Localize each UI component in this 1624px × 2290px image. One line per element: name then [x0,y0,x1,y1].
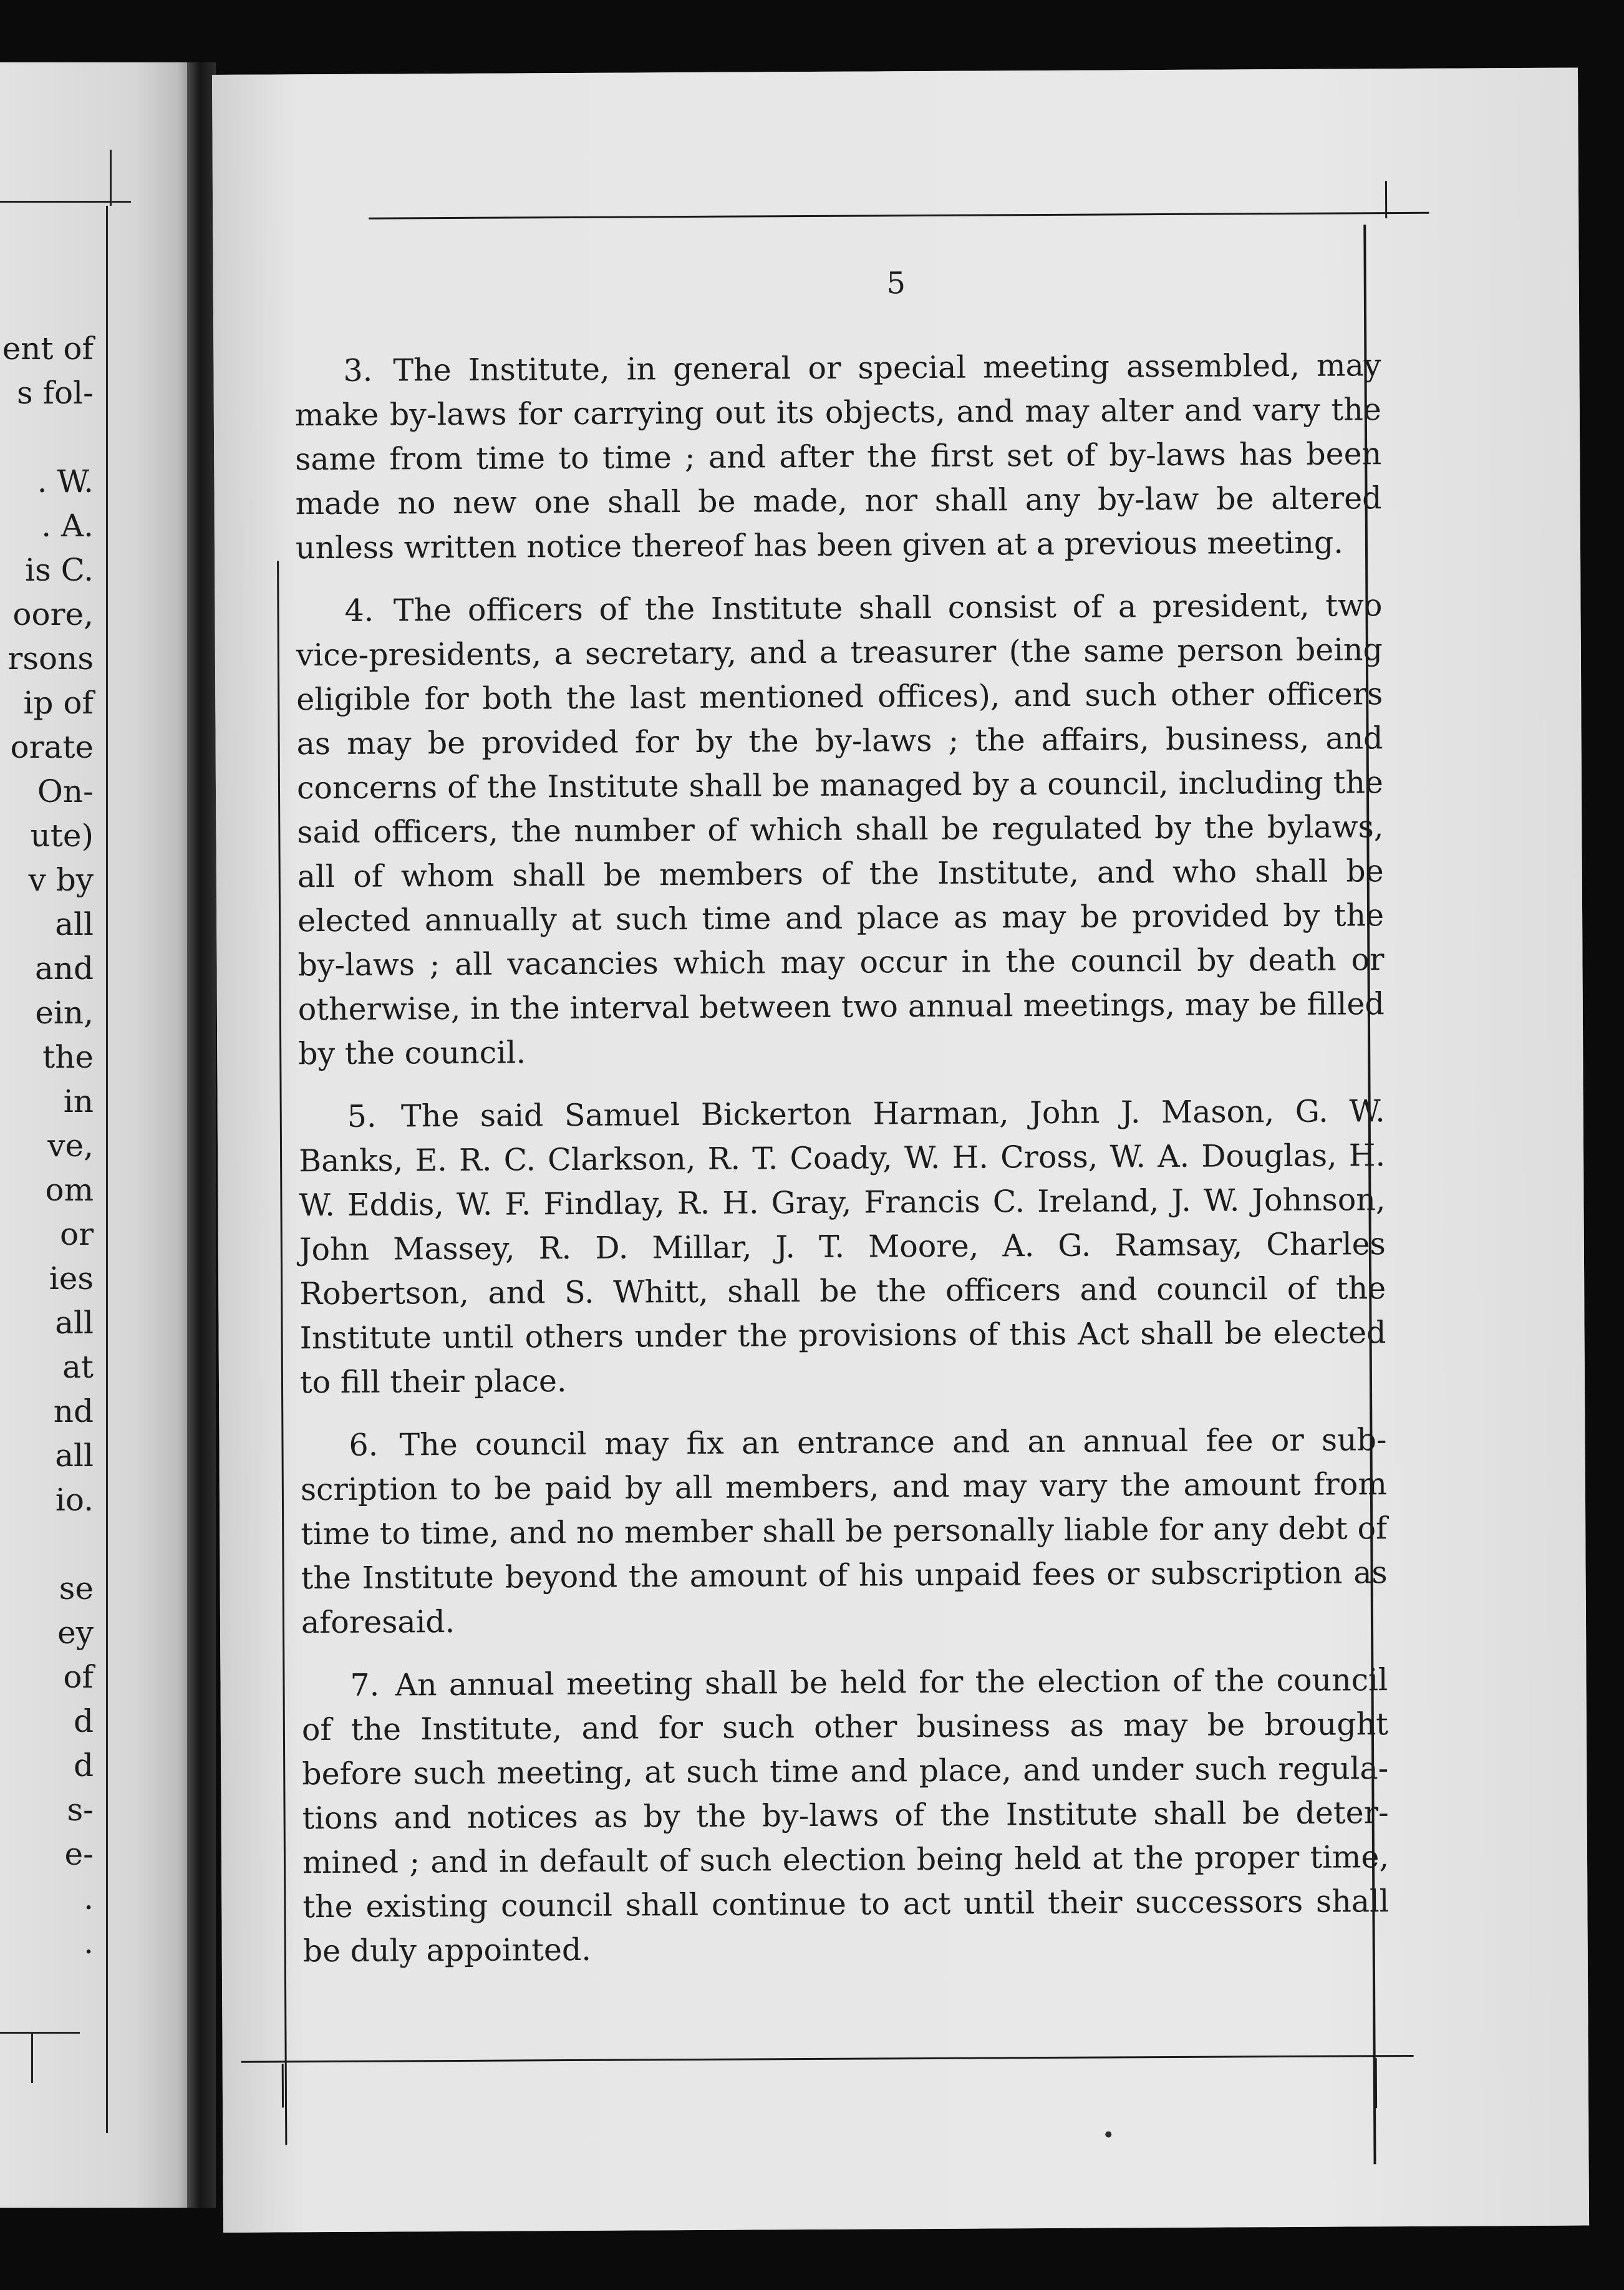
facing-page-fragment: . [84,1925,94,1961]
ink-speck [1105,2131,1111,2137]
facing-page-fragment: . A. [41,508,94,544]
section-3 [294,343,1382,570]
facing-page-fragment: ey [57,1615,94,1651]
section-number: 3. [343,352,373,389]
facing-page-fragment: or [59,1216,94,1252]
facing-page-fragment: nd [53,1393,94,1429]
facing-page-fragment: On- [37,773,94,809]
facing-page-fragment: at [62,1349,94,1385]
facing-page-fragment: io. [55,1482,94,1518]
bottom-right-tick [1375,2058,1377,2108]
section-number: 7. [350,1667,380,1703]
facing-page [0,62,193,2208]
section-5 [299,1089,1387,1404]
statute-text [294,343,1390,1992]
page [212,68,1589,2233]
facing-page-fragment: ies [49,1260,94,1297]
facing-page-text-fragments [0,327,94,1965]
facing-page-fragment: all [55,1305,94,1341]
facing-page-fragment: v by [28,862,94,898]
facing-page-fragment: ute) [30,818,94,854]
facing-page-fragment: the [42,1039,94,1075]
facing-page-fragment: ent of [2,331,94,367]
book-spine-shadow [187,62,216,2208]
facing-page-fragment: ein, [35,995,94,1031]
section-number: 4. [344,592,374,629]
bottom-rule [241,2055,1414,2063]
section-number: 5. [347,1098,377,1134]
facing-page-top-tick [110,150,112,206]
section-text: An annual meeting shall be held for the election of the council of the Institute, and for such other business as may be brought before such meeting, at such time and place, and under such regulations and notices as by the by-laws of the Institute shall be determined ; and in default of such election being held at the proper time, the existing council shall continue to act until their successors shall be duly appointed. [301,1662,1390,1969]
facing-page-bottom-rule [0,2032,80,2034]
section-text: The Institute, in general or special meeting assembled, may make by-laws for carrying out its objects, and may alter and vary the same from time to time ; and after the first set of by-laws has been made no new one shall be made, nor shall any by-law be altered unless written notice thereof has been given at a previous meeting. [294,347,1382,566]
facing-page-fragment: d [73,1703,94,1739]
facing-page-fragment: . W. [37,463,94,500]
facing-page-fragment: d [73,1747,94,1784]
facing-page-fragment: and [34,950,94,987]
page-number: 5 [886,266,906,301]
facing-page-fragment: se [59,1570,94,1606]
facing-page-fragment: e- [64,1836,94,1872]
facing-page-fragment: all [55,1437,94,1474]
facing-page-fragment: s fol- [16,375,94,411]
section-4 [296,583,1385,1076]
section-text: The said Samuel Bickerton Harman, John J. Mason, G. W. Banks, E. R. C. Clarkson, R. T. Coady, W. H. Cross, W. A. Douglas, H. W. Eddis, W. F. Findlay, R. H. Gray, Francis C. Ireland, J. W. Johnson, John Massey, R. D. Millar, J. T. Moore, A. G. Ramsay, Charles Robertson, and S. Whitt, shall be the officers and council of the Institute until others under the provisions of this Act shall be elected to fill their place. [298,1093,1386,1401]
bottom-left-tick [282,2064,284,2107]
facing-page-fragment: orate [10,729,94,765]
section-number: 6. [349,1427,379,1463]
facing-page-fragment: rsons [7,640,94,677]
facing-page-fragment: is C. [25,552,94,588]
facing-page-fragment: all [55,906,94,942]
top-right-tick [1385,181,1387,218]
facing-page-column-rule [106,206,108,2133]
section-text: The council may fix an entrance and an annual fee or subscription to be paid by all members, and may vary the amount from time to time, and no member shall be personally liable for any debt of the Institute beyond the amount of his unpaid fees or subscription as aforesaid. [300,1422,1388,1641]
section-text: The officers of the Institute shall consist of a president, two vice-presidents, a secretary, and a treasurer (the same person being eligible for both the last mentioned offices), and such other officers as may be provided for by the by-laws ; the affairs, business, and concerns of the Institute shall be managed by a council, including the said officers, the number of which shall be regulated by the bylaws, all of whom shall be members of the Institute, and who shall be elected annually at such time and place as may be provided by the by-laws ; all vacancies which may occur in the council by death or otherwise, in the interval between two annual meetings, may be filled by the council. [296,587,1385,1072]
top-rule [369,212,1429,220]
facing-page-fragment: . [84,1880,94,1916]
facing-page-bottom-tick [31,2033,33,2083]
left-column-rule [277,561,287,2145]
facing-page-fragment: oore, [12,596,94,632]
section-7 [301,1658,1390,1973]
facing-page-fragment [0,415,94,460]
facing-page-fragment [0,1522,94,1567]
facing-page-fragment: s- [67,1792,94,1828]
facing-page-fragment: in [63,1083,94,1119]
section-6 [300,1418,1388,1645]
facing-page-fragment: of [63,1659,94,1695]
facing-page-fragment: ve, [47,1128,94,1164]
facing-page-fragment: om [45,1172,94,1208]
facing-page-fragment: ip of [23,685,94,721]
